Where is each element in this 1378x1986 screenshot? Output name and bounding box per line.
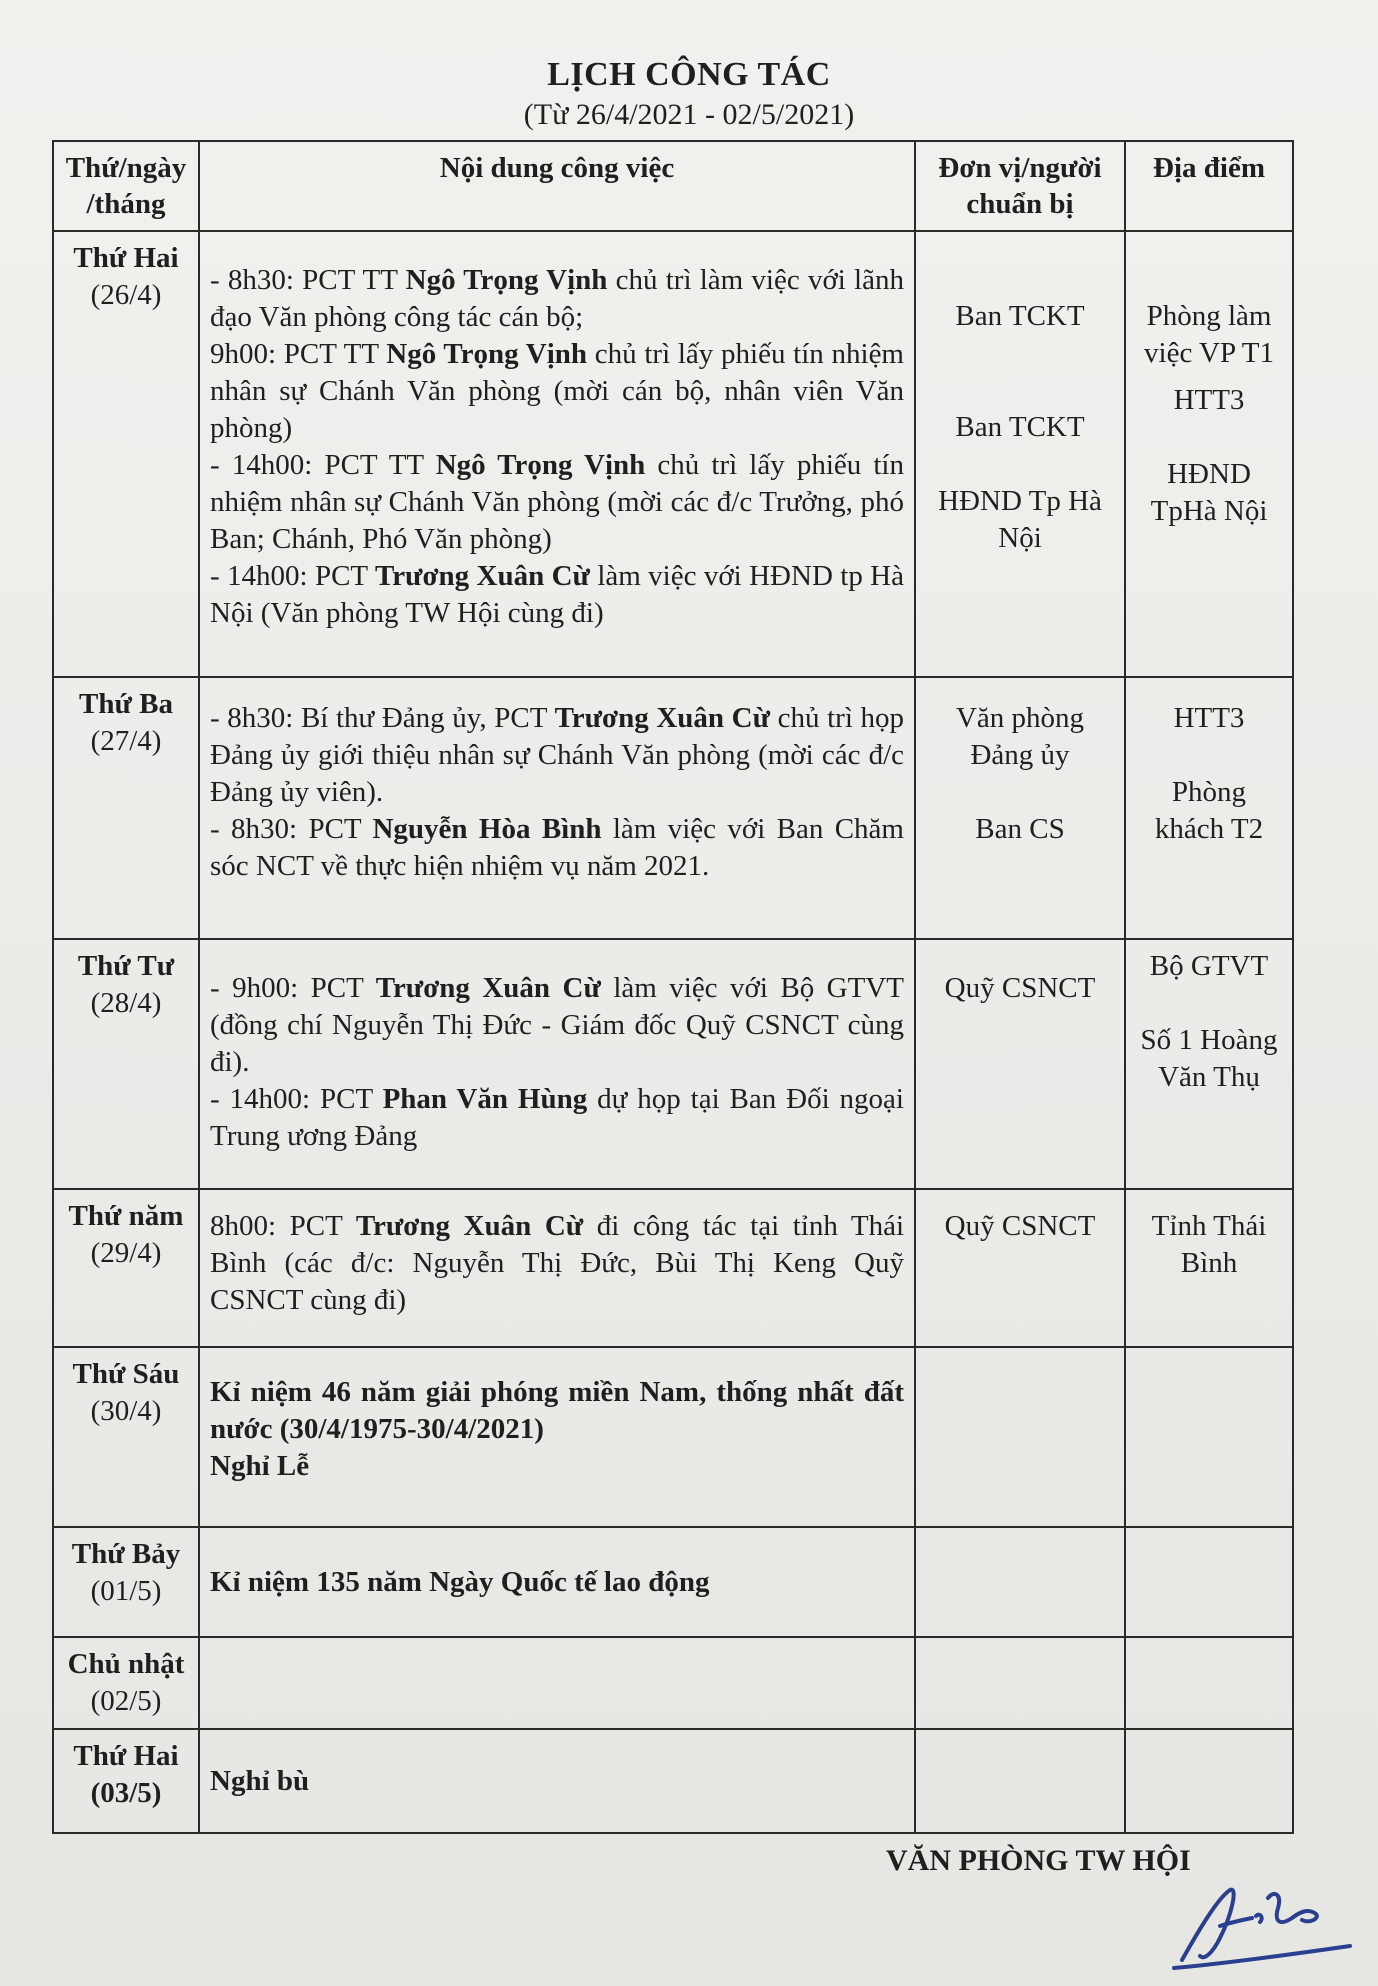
day-name: Thứ Sáu [72, 1358, 180, 1390]
table-row [53, 1189, 1293, 1347]
header-place: Địa điểm [1125, 141, 1293, 231]
table-row [53, 939, 1293, 1189]
day-cell [53, 1637, 199, 1729]
day-name: Thứ Tư [77, 950, 175, 982]
table-row [53, 1347, 1293, 1527]
day-cell [53, 1189, 199, 1347]
content-cell [199, 1637, 915, 1729]
unit-cell [915, 1527, 1125, 1637]
table-row [53, 1527, 1293, 1637]
day-date: (01/5) [90, 1575, 162, 1607]
unit-cell [915, 1729, 1125, 1833]
unit-text: Quỹ CSNCT [944, 972, 1096, 1004]
day-name: Thứ Hai [73, 1740, 179, 1772]
content-cell [199, 1527, 915, 1637]
place-text: Số 1 Hoàng Văn Thụ [1140, 1024, 1278, 1093]
unit-text: HĐND Tp Hà Nội [938, 485, 1102, 554]
schedule-item: - 14h00: PCT Trương Xuân Cừ làm việc với HĐND tp Hà Nội (Văn phòng TW Hội cùng đi) [210, 560, 904, 629]
day-cell [53, 1729, 199, 1833]
unit-text: Ban TCKT [955, 300, 1085, 332]
content-cell [199, 677, 915, 939]
unit-cell [915, 231, 1125, 677]
holiday-text: Nghỉ bù [210, 1764, 310, 1797]
header-day: Thứ/ngày /tháng [53, 141, 199, 231]
unit-cell [915, 1189, 1125, 1347]
place-text: Bộ GTVT [1149, 950, 1269, 982]
day-cell [53, 677, 199, 939]
day-name: Thứ Ba [79, 688, 173, 720]
holiday-text: Kỉ niệm 46 năm giải phóng miền Nam, thống nhất đất nước (30/4/1975-30/4/2021) [210, 1376, 904, 1445]
day-date: (28/4) [90, 987, 162, 1019]
holiday-text: Nghỉ Lễ [210, 1450, 310, 1482]
content-cell [199, 1347, 915, 1527]
document-subtitle: (Từ 26/4/2021 - 02/5/2021) [523, 98, 855, 131]
header-content: Nội dung công việc [199, 141, 915, 231]
schedule-item: - 9h00: PCT Trương Xuân Cừ làm việc với Bộ GTVT (đồng chí Nguyễn Thị Đức - Giám đốc Quỹ CSNCT cùng đi). [210, 972, 904, 1078]
day-date: (02/5) [90, 1685, 162, 1717]
table-row [53, 1637, 1293, 1729]
unit-cell [915, 1637, 1125, 1729]
place-text: Tỉnh Thái Bình [1151, 1210, 1267, 1279]
place-cell [1125, 1189, 1293, 1347]
day-date: (26/4) [90, 279, 162, 311]
handwritten-signature [1160, 1868, 1360, 1978]
office-signature-label: VĂN PHÒNG TW HỘI [886, 1844, 1191, 1877]
place-cell [1125, 677, 1293, 939]
content-cell [199, 1189, 915, 1347]
day-date: (03/5) [90, 1777, 162, 1809]
header-unit: Đơn vị/người chuẩn bị [915, 141, 1125, 231]
unit-cell [915, 677, 1125, 939]
place-cell [1125, 1637, 1293, 1729]
schedule-item: - 8h30: PCT Nguyễn Hòa Bình làm việc với Ban Chăm sóc NCT về thực hiện nhiệm vụ năm 2021. [210, 813, 904, 882]
document-title: LỊCH CÔNG TÁC [547, 56, 831, 93]
day-cell [53, 1347, 199, 1527]
holiday-text: Kỉ niệm 135 năm Ngày Quốc tế lao động [210, 1565, 710, 1598]
unit-cell [915, 939, 1125, 1189]
schedule-table [52, 140, 1294, 1834]
place-cell [1125, 1729, 1293, 1833]
place-cell [1125, 939, 1293, 1189]
day-name: Chủ nhật [67, 1648, 185, 1680]
day-name: Thứ năm [68, 1200, 184, 1232]
day-cell [53, 939, 199, 1189]
unit-text: Ban TCKT [955, 411, 1085, 443]
content-cell [199, 939, 915, 1189]
day-date: (30/4) [90, 1395, 162, 1427]
schedule-item: - 8h30: PCT TT Ngô Trọng Vịnh chủ trì làm việc với lãnh đạo Văn phòng công tác cán bộ; [210, 264, 904, 333]
day-cell [53, 1527, 199, 1637]
content-cell [199, 1729, 915, 1833]
day-date: (29/4) [90, 1237, 162, 1269]
schedule-item: - 14h00: PCT TT Ngô Trọng Vịnh chủ trì lấy phiếu tín nhiệm nhân sự Chánh Văn phòng (mời các đ/c Trưởng, phó Ban; Chánh, Phó Văn phòng) [210, 449, 904, 555]
unit-text: Văn phòng Đảng ủy [955, 702, 1085, 771]
day-name: Thứ Bảy [71, 1538, 181, 1570]
table-row [53, 231, 1293, 677]
place-text: Phòng khách T2 [1154, 776, 1264, 845]
place-text: HĐND TpHà Nội [1150, 458, 1268, 527]
content-cell [199, 231, 915, 677]
table-header-row [53, 141, 1293, 231]
day-cell [53, 231, 199, 677]
table-row [53, 1729, 1293, 1833]
unit-text: Quỹ CSNCT [944, 1210, 1096, 1242]
table-row [53, 677, 1293, 939]
unit-cell [915, 1347, 1125, 1527]
schedule-item: - 14h00: PCT Phan Văn Hùng dự họp tại Ban Đối ngoại Trung ương Đảng [210, 1083, 904, 1152]
unit-text: Ban CS [975, 813, 1065, 845]
day-name: Thứ Hai [73, 242, 179, 274]
schedule-item: 8h00: PCT Trương Xuân Cừ đi công tác tại tỉnh Thái Bình (các đ/c: Nguyễn Thị Đức, Bùi Thị Keng Quỹ CSNCT cùng đi) [210, 1210, 904, 1316]
schedule-item: 9h00: PCT TT Ngô Trọng Vịnh chủ trì lấy phiếu tín nhiệm nhân sự Chánh Văn phòng (mời cán bộ, nhân viên Văn phòng) [210, 338, 904, 444]
place-cell [1125, 1527, 1293, 1637]
place-text: HTT3 [1173, 384, 1245, 416]
place-text: HTT3 [1173, 702, 1245, 734]
schedule-item: - 8h30: Bí thư Đảng ủy, PCT Trương Xuân Cừ chủ trì họp Đảng ủy giới thiệu nhân sự Chánh Văn phòng (mời các đ/c Đảng ủy viên). [210, 702, 904, 808]
place-cell [1125, 231, 1293, 677]
place-cell [1125, 1347, 1293, 1527]
day-date: (27/4) [90, 725, 162, 757]
place-text: Phòng làm việc VP T1 [1144, 300, 1274, 369]
